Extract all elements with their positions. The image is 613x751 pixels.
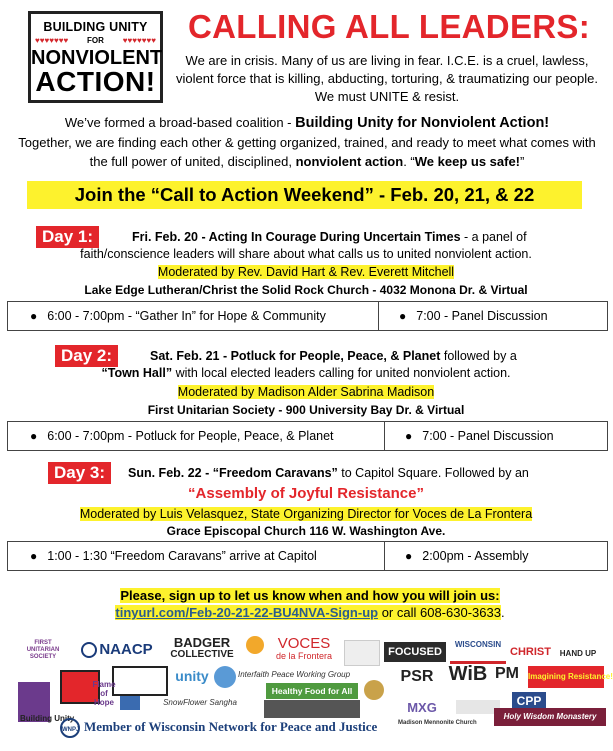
logo-hearts-right: ♥♥♥♥♥♥♥	[122, 36, 156, 45]
day1-schedule	[7, 301, 608, 331]
voces-subtext: de la Frontera	[275, 651, 333, 661]
day1-slot2-text: 7:00 - Panel Discussion	[416, 309, 548, 323]
pm-logo: PM	[495, 665, 519, 682]
voces-logo	[268, 637, 340, 663]
logo-line3: ACTION!	[35, 66, 156, 97]
bullet-icon: ●	[405, 549, 413, 563]
day3-slot2-text: 2:00pm - Assembly	[422, 549, 529, 563]
day2-desc1: followed by a	[440, 349, 517, 363]
day1-desc2: faith/conscience leaders will share about what calls us to united nonviolent action.	[80, 247, 532, 261]
holy-wisdom-logo: Holy Wisdom Monastery	[494, 708, 606, 726]
day1-moderator-line	[10, 264, 602, 281]
wnpj-member-text: Member of Wisconsin Network for Peace and Justice	[84, 719, 378, 734]
day1-venue: Lake Edge Lutheran/Christ the Solid Rock Church - 4032 Monona Dr. & Virtual	[84, 283, 528, 297]
wib-logo: WiB	[448, 663, 488, 685]
day3-slot1	[8, 542, 385, 570]
join-banner: Join the “Call to Action Weekend” - Feb. 20, 21, & 22	[27, 181, 582, 209]
badger-collective-logo	[162, 637, 242, 661]
day2-venue: First Unitarian Society - 900 University Bay Dr. & Virtual	[147, 403, 465, 417]
day2-moderator-line	[10, 384, 602, 401]
day1-moderator: Moderated by Rev. David Hart & Rev. Everett Mitchell	[157, 265, 455, 279]
bullet-icon: ●	[30, 309, 38, 323]
sun-icon	[246, 636, 264, 654]
christ-logo: CHRIST	[510, 646, 551, 658]
day2-desc	[150, 348, 610, 365]
congregation-logo	[344, 640, 380, 666]
day3-assembly: “Assembly of Joyful Resistance”	[188, 485, 424, 502]
day2-title: Sat. Feb. 21 - Potluck for People, Peace, & Planet	[150, 349, 441, 363]
coalition-paragraph	[12, 113, 602, 171]
day2-slot1	[8, 422, 385, 450]
coalition-post: . “	[403, 154, 415, 169]
day2-tag: Day 2:	[55, 345, 118, 367]
signup-line2	[40, 605, 580, 620]
small-logo	[120, 696, 140, 710]
day1-slot2	[379, 302, 548, 330]
coalition-name: Building Unity for Nonviolent Action!	[295, 115, 550, 131]
day1-slot1	[8, 302, 379, 330]
bullet-icon: ●	[405, 429, 413, 443]
bullet-icon: ●	[30, 429, 38, 443]
signup-heading: Please, sign up to let us know when and how you will join us:	[120, 588, 500, 603]
madison-mennonite-logo: Madison Mennonite Church	[398, 720, 477, 726]
interfaith-logo: Interfaith Peace Working Group	[238, 670, 351, 679]
logo-line1: BUILDING UNITY	[43, 20, 148, 34]
mxg-logo: MXG	[407, 700, 437, 715]
naacp-text: NAACP	[99, 641, 153, 658]
logo-for: FOR	[87, 36, 104, 45]
day1-slot1-text: 6:00 - 7:00pm - “Gather In” for Hope & Community	[47, 309, 326, 323]
day3-moderator: Moderated by Luis Velasquez, State Organizing Director for Voces de La Frontera	[79, 507, 533, 521]
wnpj-logo: WNPJ	[60, 718, 80, 738]
crisis-text: We are in crisis. Many of us are living in fear. I.C.E. is a cruel, lawless, violent force that is killing, abducting, torturing, & traumatizing our people. We must UNITE & resist.	[175, 53, 598, 104]
day2-schedule	[7, 421, 608, 451]
day1-title: Fri. Feb. 20 - Acting In Courage During Uncertain Times	[132, 230, 461, 244]
snowflower-logo: SnowFlower Sangha	[163, 698, 237, 707]
flame-of-hope-logo: Flame of Hope	[92, 680, 116, 707]
bullet-icon: ●	[399, 309, 407, 323]
day3-tag: Day 3:	[48, 462, 111, 484]
day3-slot1-text: 1:00 - 1:30 “Freedom Caravans” arrive at Capitol	[47, 549, 317, 563]
signup-call: or call 608-630-3633	[378, 605, 501, 620]
day2-desc2-text: with local elected leaders calling for united nonviolent action.	[172, 366, 511, 380]
day3-schedule	[7, 541, 608, 571]
city-skyline-logo	[264, 700, 360, 718]
day2-slot1-text: 6:00 - 7:00pm - Potluck for People, Peace, & Planet	[47, 429, 334, 443]
signup-line1	[60, 586, 560, 606]
cpp-logo: CPP	[512, 692, 546, 710]
headline: CALLING ALL LEADERS:	[188, 8, 590, 45]
day3-desc	[128, 465, 608, 482]
day2-moderator: Moderated by Madison Alder Sabrina Madison	[177, 385, 435, 399]
focused-logo: FOCUSED	[384, 642, 446, 662]
day2-town: “Town Hall”	[101, 366, 173, 380]
building-unity-logo	[28, 11, 163, 103]
building-unity-bottom-logo: Building Unity	[20, 714, 75, 723]
day3-moderator-line	[10, 506, 602, 523]
badger-text: BADGER	[173, 635, 231, 650]
coalition-end: ”	[520, 154, 525, 169]
day3-slot2	[385, 542, 529, 570]
logo-line2: NONVIOLENT	[31, 47, 163, 69]
coalition-mid: Together, we are finding each other & getting organized, trained, and ready to meet what comes with the full power of united, disciplined,	[18, 135, 596, 169]
naacp-circle-icon	[81, 642, 97, 658]
coalition-pre: We’ve formed a broad-based coalition -	[64, 115, 296, 130]
collective-text: COLLECTIVE	[170, 649, 234, 660]
day1-desc	[132, 229, 610, 246]
psr-logo: PSR	[400, 668, 434, 685]
unity-logo: unity	[175, 668, 209, 684]
seal-icon	[364, 680, 384, 700]
day1-tag: Day 1:	[36, 226, 99, 248]
hand-up-logo: HAND UP	[559, 649, 597, 658]
day1-desc1: - a panel of	[460, 230, 527, 244]
bullet-icon: ●	[30, 549, 38, 563]
day3-title: Sun. Feb. 22 - “Freedom Caravans”	[128, 466, 338, 480]
signup-link[interactable]: tinyurl.com/Feb-20-21-22-BU4NVA-Sign-up	[115, 605, 379, 620]
nonviolent-action-small-logo	[112, 666, 168, 696]
day3-desc1: to Capitol Square. Followed by an	[337, 466, 529, 480]
wisconsin-logo: WISCONSIN	[450, 640, 506, 664]
healthy-food-logo: Healthy Food for All	[266, 683, 358, 699]
voces-text: VOCES	[277, 635, 331, 652]
first-unitarian-logo: FIRST UNITARIAN SOCIETY	[26, 640, 60, 660]
day2-slot2	[385, 422, 554, 450]
coalition-nonviolent: nonviolent action	[295, 154, 404, 169]
imagining-resistance-logo: Imagining Resistance!	[528, 666, 604, 688]
coalition-safe: We keep us safe!	[414, 154, 521, 169]
globe-icon	[214, 666, 236, 688]
day2-desc2	[10, 365, 602, 382]
day2-slot2-text: 7:00 - Panel Discussion	[422, 429, 554, 443]
day3-venue: Grace Episcopal Church 116 W. Washington Ave.	[166, 524, 446, 538]
naacp-logo	[76, 641, 158, 658]
logo-hearts-left: ♥♥♥♥♥♥♥	[35, 36, 69, 45]
signup-period: .	[500, 605, 505, 620]
